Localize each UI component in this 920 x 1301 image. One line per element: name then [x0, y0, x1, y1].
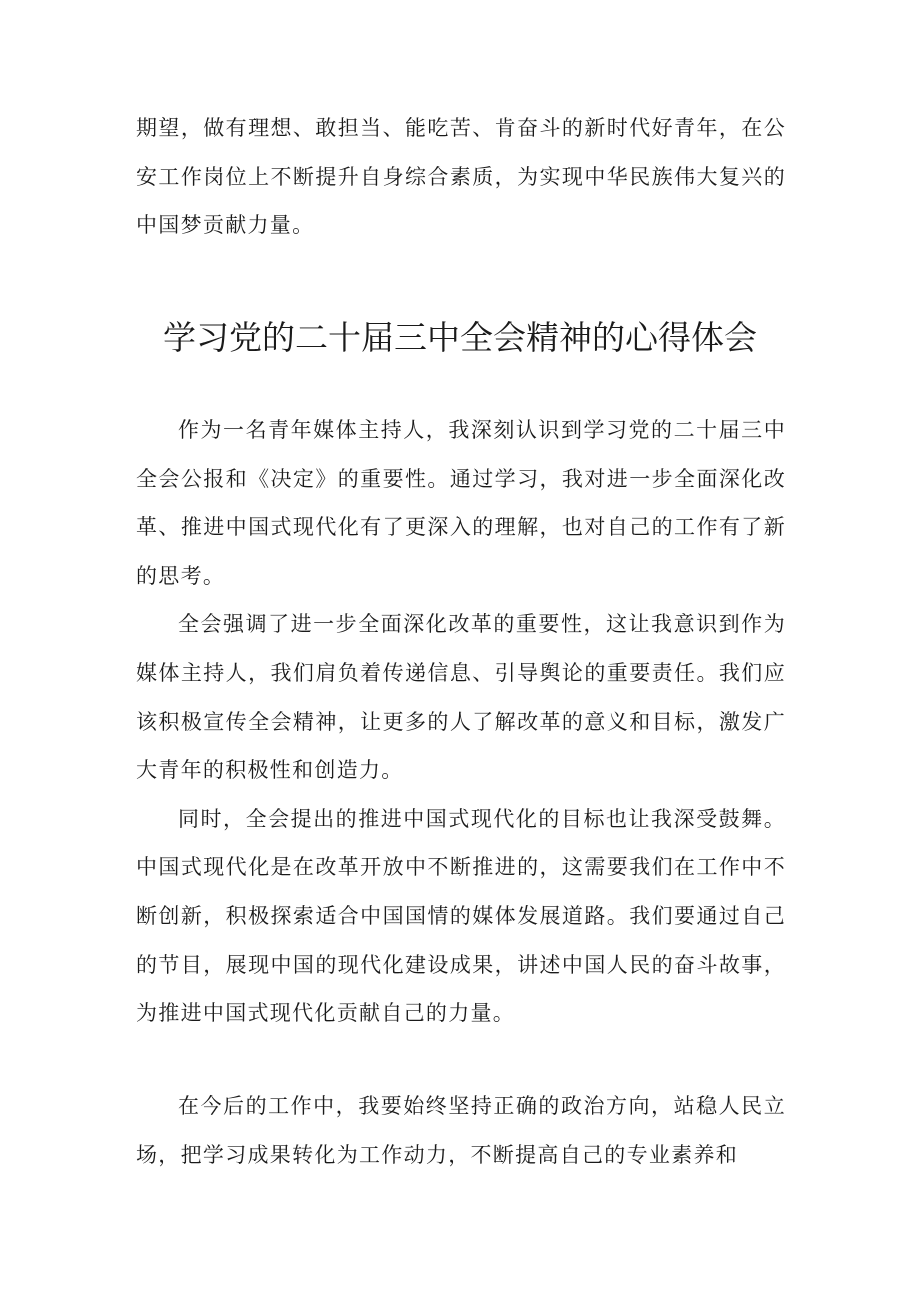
intro-block: [136, 104, 786, 250]
intro-paragraph: 期望，做有理想、敢担当、能吃苦、肯奋斗的新时代好青年，在公安工作岗位上不断提升自身综合素质，为实现中华民族伟大复兴的中国梦贡献力量。: [136, 116, 786, 238]
paragraph-3: 同时，全会提出的推进中国式现代化的目标也让我深受鼓舞。中国式现代化是在改革开放中不断推进的，这需要我们在工作中不断创新，积极探索适合中国国情的媒体发展道路。我们要通过自己的节目，展现中国的现代化建设成果，讲述中国人民的奋斗故事，为推进中国式现代化贡献自己的力量。: [136, 806, 786, 1026]
article-body: [136, 406, 786, 1038]
article-closing: [136, 1082, 786, 1179]
article-title: 学习党的二十届三中全会精神的心得体会: [163, 318, 757, 357]
paragraph-2: 全会强调了进一步全面深化改革的重要性，这让我意识到作为媒体主持人，我们肩负着传递信息、引导舆论的重要责任。我们应该积极宣传全会精神，让更多的人了解改革的意义和目标，激发广大青年的积极性和创造力。: [136, 612, 786, 783]
paragraph-1: 作为一名青年媒体主持人，我深刻认识到学习党的二十届三中全会公报和《决定》的重要性。通过学习，我对进一步全面深化改革、推进中国式现代化有了更深入的理解，也对自己的工作有了新的思考。: [136, 418, 786, 588]
paragraph-4: 在今后的工作中，我要始终坚持正确的政治方向，站稳人民立场，把学习成果转化为工作动力，不断提高自己的专业素养和: [136, 1094, 786, 1167]
